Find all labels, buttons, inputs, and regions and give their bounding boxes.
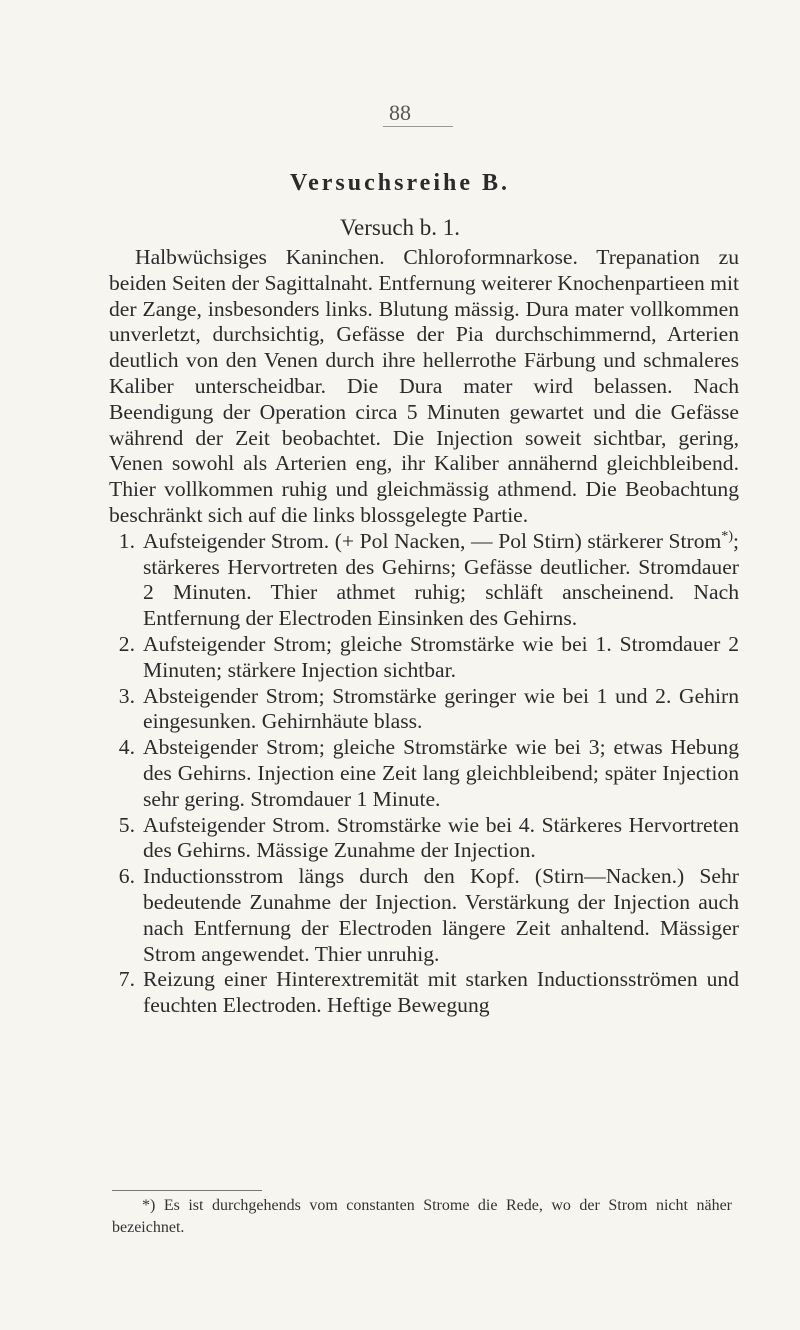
list-item-number: 6. bbox=[118, 864, 135, 889]
list-item-text: Aufsteigender Strom; gleiche Stromstärke wie bei 1. Stromdauer 2 Minuten; stärkere Injection sichtbar. bbox=[143, 631, 739, 682]
list-item-text-part: ; stärkeres Hervortreten des Gehirns; Gefässe deutlicher. Stromdauer 2 Minuten. Thier athmet ruhig; schläft anscheinend. Nach Entfernung der Electroden Einsinken des Gehirns. bbox=[143, 528, 739, 631]
list-item bbox=[109, 864, 739, 967]
footnote-rule bbox=[112, 1190, 262, 1191]
list-item-text: Absteigender Strom; Stromstärke geringer wie bei 1 und 2. Gehirn eingesunken. Gehirnhäute blass. bbox=[143, 683, 739, 734]
list-item bbox=[109, 632, 739, 684]
list-item-number: 2. bbox=[118, 631, 135, 656]
list-item-text bbox=[143, 529, 739, 632]
list-item-text-part: Aufsteigender Strom. (+ Pol Nacken, — Pol Stirn) stärkerer Strom bbox=[143, 528, 722, 553]
list-item-number: 3. bbox=[118, 683, 135, 708]
list-item bbox=[109, 967, 739, 1019]
list-item bbox=[109, 735, 739, 812]
list-item bbox=[109, 529, 739, 632]
footnote: *) Es ist durchgehends vom constanten Strome die Rede, wo der Strom nicht näher bezeichnet. bbox=[112, 1197, 732, 1236]
series-title: Versuchsreihe B. bbox=[289, 170, 510, 196]
list-item-number: 7. bbox=[118, 967, 135, 992]
list-item-text: Aufsteigender Strom. Stromstärke wie bei 4. Stärkeres Hervortreten des Gehirns. Mässige Zunahme der Injection. bbox=[143, 812, 739, 863]
list-item-text: Inductionsstrom längs durch den Kopf. (Stirn—Nacken.) Sehr bedeutende Zunahme der Injection. Verstärkung der Injection auch nach Entfernung der Electroden längere Zeit anhaltend. Mässiger Strom angewendet. Thier unruhig. bbox=[143, 864, 739, 966]
page-number-rule bbox=[383, 126, 453, 127]
list-item bbox=[109, 813, 739, 865]
list-item-number: 5. bbox=[118, 812, 135, 837]
list-item-text: Absteigender Strom; gleiche Stromstärke wie bei 3; etwas Hebung des Gehirns. Injection eine Zeit lang gleichbleibend; später Injection sehr gering. Stromdauer 1 Minute. bbox=[143, 735, 739, 811]
list-item bbox=[109, 684, 739, 736]
page-number: 88 bbox=[389, 100, 411, 125]
body-text bbox=[109, 245, 739, 1019]
list-item-text: Reizung einer Hinterextremität mit starken Inductionsströmen und feuchten Electroden. Heftige Bewegung bbox=[143, 967, 739, 1018]
footnote-mark[interactable]: *) bbox=[721, 527, 733, 544]
list-item-number: 4. bbox=[118, 735, 135, 760]
experiment-title: Versuch b. 1. bbox=[339, 215, 461, 240]
intro-paragraph: Halbwüchsiges Kaninchen. Chloroformnarkose. Trepanation zu beiden Seiten der Sagittalnaht. Entfernung weiterer Knochenpartieen mit der Zange, insbesonders links. Blutung mässig. Dura mater vollkommen unverletzt, durchsichtig, Gefässe der Pia durchschimmernd, Arterien deutlich von den Venen durch ihre hellerrothe Färbung und schmaleres Kaliber unterscheidbar. Die Dura mater wird belassen. Nach Beendigung der Operation circa 5 Minuten gewartet und die Gefässe während der Zeit beobachtet. Die Injection soweit sichtbar, gering, Venen sowohl als Arterien eng, ihr Kaliber annähernd gleichbleibend. Thier vollkommen ruhig und gleichmässig athmend. Die Beobachtung beschränkt sich auf die links blossgelegte Partie. bbox=[109, 245, 739, 527]
list-item-number: 1. bbox=[118, 528, 135, 553]
